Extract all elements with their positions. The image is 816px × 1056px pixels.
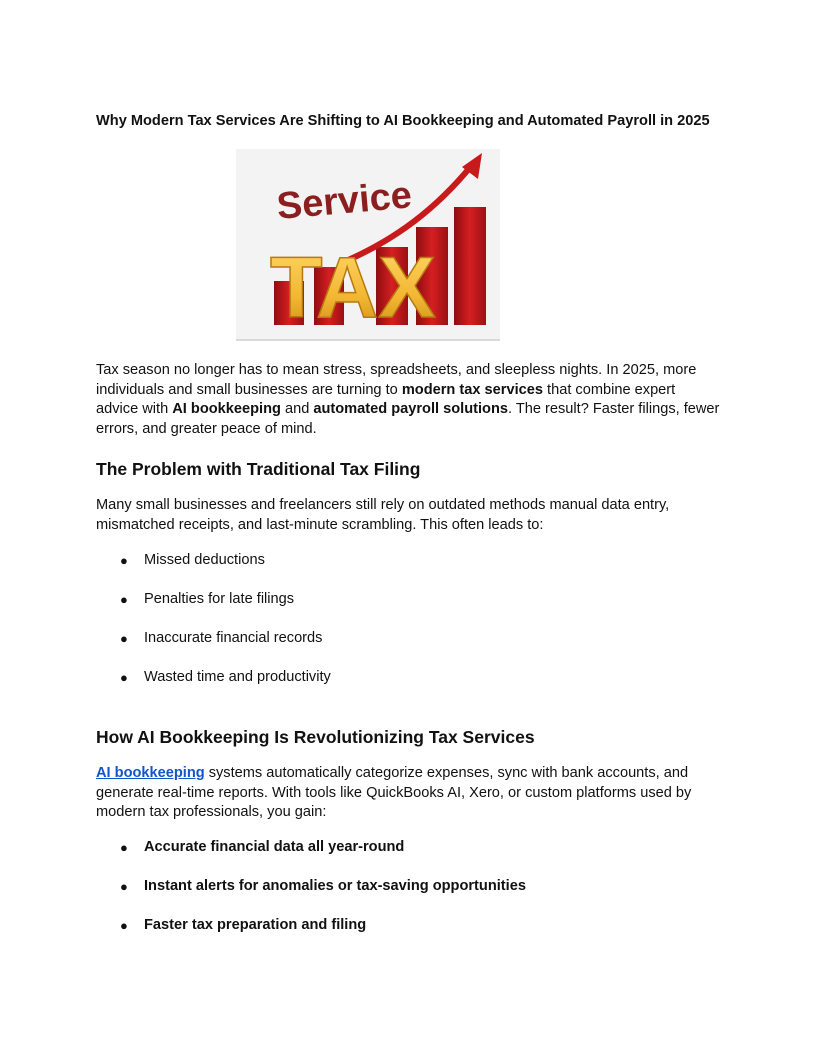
list-item: ● Missed deductions: [96, 551, 720, 590]
list-item: ● Instant alerts for anomalies or tax-saving opportunities: [96, 877, 720, 916]
benefits-list: [96, 838, 720, 955]
ai-paragraph: AI bookkeeping systems automatically categorize expenses, sync with bank accounts, and generate real-time reports. With tools like QuickBooks AI, Xero, or custom platforms used by modern tax professionals, you gain:: [96, 765, 692, 820]
list-item: ● Penalties for late filings: [96, 590, 720, 629]
bullet-icon: ●: [120, 553, 128, 568]
intro-paragraph: Tax season no longer has to mean stress, spreadsheets, and sleepless nights. In 2025, more individuals and small businesses are turning to modern tax services that combine expert advice with AI bookkeeping and automated payroll solutions. The result? Faster filings, fewer errors, and greater peace of mind.: [96, 362, 720, 437]
list-item: ● Inaccurate financial records: [96, 629, 720, 668]
bullet-icon: ●: [120, 631, 128, 646]
list-item: ● Faster tax preparation and filing: [96, 916, 720, 955]
heading-ai-bookkeeping: How AI Bookkeeping Is Revolutionizing Tax Services: [96, 727, 535, 747]
document-title: Why Modern Tax Services Are Shifting to AI Bookkeeping and Automated Payroll in 2025: [96, 113, 710, 129]
ai-bookkeeping-link[interactable]: AI bookkeeping: [96, 765, 205, 781]
service-tax-illustration: [236, 149, 500, 339]
bullet-icon: ●: [120, 879, 128, 894]
service-word: Service: [275, 174, 414, 228]
bullet-icon: ●: [120, 840, 128, 855]
bullet-icon: ●: [120, 670, 128, 685]
bullet-icon: ●: [120, 918, 128, 933]
list-item: ● Wasted time and productivity: [96, 668, 720, 707]
problem-list: [96, 551, 720, 707]
service-tax-image: [236, 149, 500, 341]
problem-paragraph: Many small businesses and freelancers still rely on outdated methods manual data entry, mismatched receipts, and last-minute scrambling. This often leads to:: [96, 497, 670, 533]
list-item: ● Accurate financial data all year-round: [96, 838, 720, 877]
tax-word: TAX: [270, 240, 436, 336]
bar-5: [454, 207, 486, 325]
bullet-icon: ●: [120, 592, 128, 607]
heading-traditional-tax-filing: The Problem with Traditional Tax Filing: [96, 459, 421, 479]
